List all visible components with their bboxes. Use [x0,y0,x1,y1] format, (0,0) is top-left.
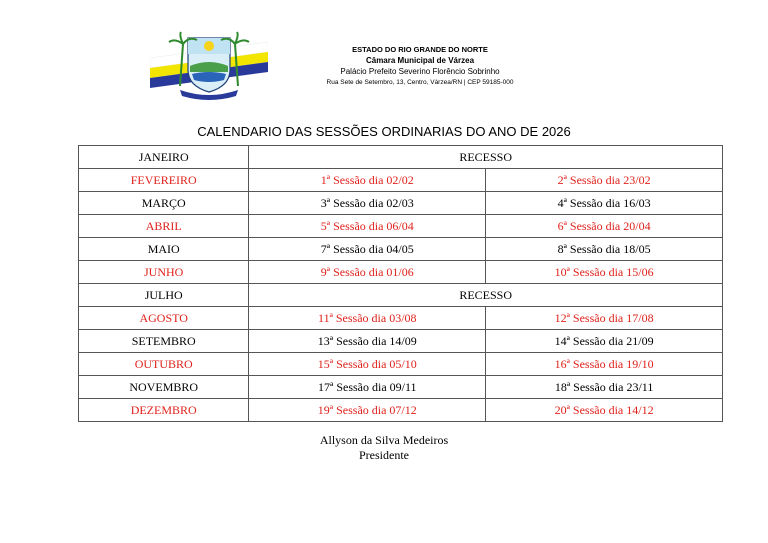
sessions-calendar-table [78,145,723,422]
recess-cell: RECESSO [249,146,723,169]
month-cell: SETEMBRO [79,330,249,353]
letterhead [290,44,550,88]
session-cell: 13ª Sessão dia 14/09 [249,330,486,353]
document-title: CALENDARIO DAS SESSÕES ORDINARIAS DO ANO DE 2026 [197,124,571,139]
session-cell: 14ª Sessão dia 21/09 [486,330,723,353]
table-row [79,192,723,215]
municipal-coat-of-arms-logo [150,28,268,100]
session-cell: 17ª Sessão dia 09/11 [249,376,486,399]
session-cell: 18ª Sessão dia 23/11 [486,376,723,399]
table-row [79,146,723,169]
month-cell: JUNHO [79,261,249,284]
address: Rua Sete de Setembro, 13, Centro, Várzea/RN | CEP 59185-000 [326,79,514,86]
month-cell: FEVEREIRO [79,169,249,192]
table-row [79,169,723,192]
table-row [79,215,723,238]
session-cell: 9ª Sessão dia 01/06 [249,261,486,284]
month-cell: AGOSTO [79,307,249,330]
session-cell: 8ª Sessão dia 18/05 [486,238,723,261]
signature-block [0,433,768,463]
table-row [79,238,723,261]
signatory-role: Presidente [359,448,409,462]
table-row [79,376,723,399]
table-row [79,307,723,330]
session-cell: 20ª Sessão dia 14/12 [486,399,723,422]
session-cell: 16ª Sessão dia 19/10 [486,353,723,376]
session-cell: 7ª Sessão dia 04/05 [249,238,486,261]
session-cell: 11ª Sessão dia 03/08 [249,307,486,330]
session-cell: 19ª Sessão dia 07/12 [249,399,486,422]
session-cell: 10ª Sessão dia 15/06 [486,261,723,284]
session-cell: 1ª Sessão dia 02/02 [249,169,486,192]
month-cell: JULHO [79,284,249,307]
session-cell: 6ª Sessão dia 20/04 [486,215,723,238]
session-cell: 15ª Sessão dia 05/10 [249,353,486,376]
month-cell: JANEIRO [79,146,249,169]
session-cell: 3ª Sessão dia 02/03 [249,192,486,215]
recess-cell: RECESSO [249,284,723,307]
month-cell: OUTUBRO [79,353,249,376]
palace-name: Palácio Prefeito Severino Florêncio Sobrinho [340,67,500,76]
month-cell: MARÇO [79,192,249,215]
chamber-name: Câmara Municipal de Várzea [365,56,475,65]
table-row [79,399,723,422]
session-cell: 5ª Sessão dia 06/04 [249,215,486,238]
session-cell: 4ª Sessão dia 16/03 [486,192,723,215]
month-cell: MAIO [79,238,249,261]
table-row [79,330,723,353]
signatory-name: Allyson da Silva Medeiros [319,433,449,447]
month-cell: ABRIL [79,215,249,238]
state-name: ESTADO DO RIO GRANDE DO NORTE [352,45,488,54]
table-row [79,284,723,307]
session-cell: 12ª Sessão dia 17/08 [486,307,723,330]
table-row [79,353,723,376]
month-cell: DEZEMBRO [79,399,249,422]
session-cell: 2ª Sessão dia 23/02 [486,169,723,192]
table-row [79,261,723,284]
month-cell: NOVEMBRO [79,376,249,399]
